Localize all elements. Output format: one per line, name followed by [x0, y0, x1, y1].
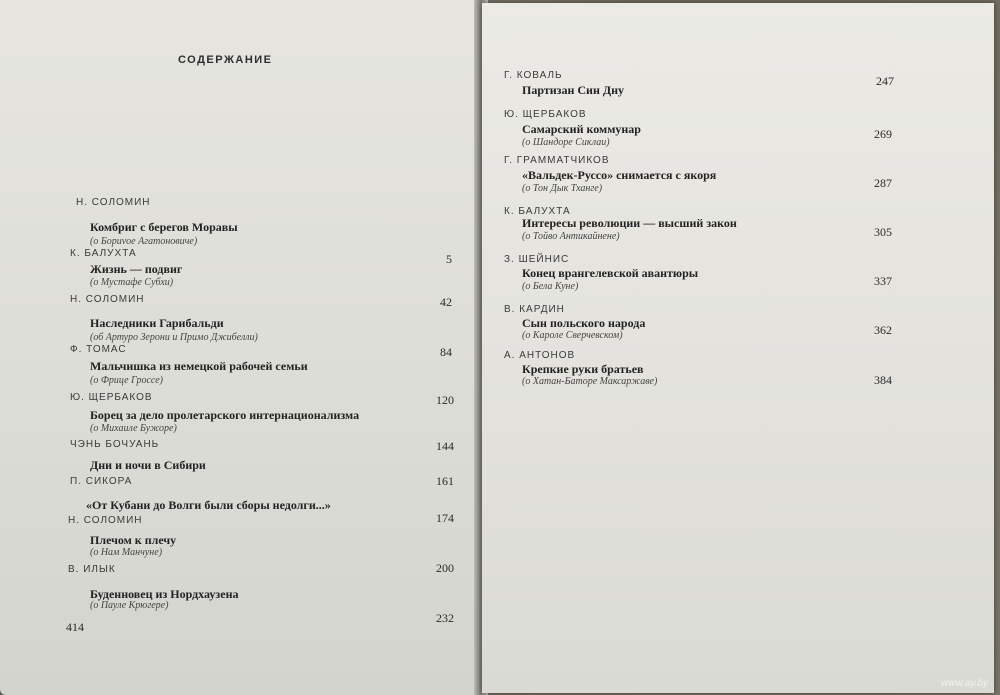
toc-page-number: 384 — [874, 373, 892, 387]
toc-author: Г. КОВАЛЬ — [504, 70, 563, 81]
toc-subject: (о Михаиле Бужоре) — [90, 423, 177, 434]
toc-author: Н. СОЛОМИН — [70, 294, 145, 305]
toc-page-number: 161 — [436, 474, 454, 488]
toc-title: Партизан Син Дну — [522, 83, 625, 97]
toc-author: К. БАЛУХТА — [504, 206, 571, 217]
toc-author: Ю. ЩЕРБАКОВ — [504, 109, 587, 120]
watermark: www.ay.by — [940, 678, 988, 689]
toc-title: Борец за дело пролетарского интернационализма — [90, 408, 360, 422]
toc-page-number: 144 — [436, 439, 454, 453]
contents-heading: СОДЕРЖАНИЕ — [178, 54, 273, 66]
toc-title: Комбриг с берегов Моравы — [90, 220, 238, 234]
toc-page-number: 174 — [436, 511, 454, 525]
toc-subject: (об Артуро Зерони и Примо Джибелли) — [90, 332, 258, 343]
toc-page-number: 42 — [440, 295, 452, 309]
toc-title: Самарский коммунар — [522, 122, 641, 136]
toc-author: Н. СОЛОМИН — [68, 515, 143, 526]
toc-page-number: 337 — [874, 274, 892, 288]
toc-author: В. ИЛЫК — [68, 564, 116, 575]
toc-page-number: 247 — [876, 74, 894, 88]
toc-title: Мальчишка из немецкой рабочей семьи — [90, 359, 308, 373]
toc-subject: (о Тойво Антикайнене) — [522, 231, 620, 242]
folio-page-number: 414 — [66, 620, 84, 634]
toc-subject: (о Фрице Гроссе) — [90, 375, 163, 386]
toc-title: Сын польского народа — [522, 316, 646, 330]
toc-author: Н. СОЛОМИН — [76, 197, 151, 208]
toc-subject: (о Бориvое Агатоновиче) — [90, 236, 198, 247]
right-page — [482, 3, 994, 693]
toc-page-number: 84 — [440, 345, 452, 359]
toc-subject: (о Бела Куне) — [522, 281, 579, 292]
toc-title: Конец врангелевской авантюры — [522, 266, 699, 280]
toc-title: «Вальдек-Руссо» снимается с якоря — [522, 168, 717, 182]
toc-author: Ф. ТОМАС — [70, 344, 127, 355]
toc-title: Жизнь — подвиг — [90, 262, 183, 276]
toc-page-number: 200 — [436, 561, 454, 575]
toc-author: П. СИКОРА — [70, 476, 133, 487]
toc-subject: (о Хатан-Баторе Максаржаве) — [522, 376, 658, 387]
toc-page-number: 305 — [874, 225, 892, 239]
toc-author: Ю. ЩЕРБАКОВ — [70, 392, 153, 403]
toc-title: Плечом к плечу — [90, 533, 177, 547]
toc-subject: (о Пауле Крюгере) — [90, 600, 169, 611]
toc-subject: (о Нам Манчуне) — [90, 547, 163, 558]
toc-title: «От Кубани до Волги были сборы недолги...» — [86, 498, 331, 512]
toc-author: А. АНТОНОВ — [504, 350, 576, 361]
toc-page-number: 362 — [874, 323, 892, 337]
toc-author: Г. ГРАММАТЧИКОВ — [504, 155, 610, 166]
toc-page-number: 5 — [446, 252, 452, 266]
toc-subject: (о Шандоре Сиклаи) — [522, 137, 610, 148]
toc-title: Наследники Гарибальди — [90, 316, 224, 330]
left-page — [0, 0, 478, 695]
toc-author: З. ШЕЙНИС — [504, 254, 570, 265]
toc-title: Буденновец из Нордхаузена — [90, 587, 239, 601]
toc-subject: (о Мустафе Субхи) — [90, 277, 174, 288]
toc-title: Интересы революции — высший закон — [522, 216, 737, 230]
toc-page-number: 232 — [436, 611, 454, 625]
toc-title: Крепкие руки братьев — [522, 362, 644, 376]
toc-page-number: 120 — [436, 393, 454, 407]
toc-page-number: 287 — [874, 176, 892, 190]
toc-page-number: 269 — [874, 127, 892, 141]
toc-subject: (о Тон Дык Тханге) — [522, 183, 603, 194]
toc-author: К. БАЛУХТА — [70, 248, 137, 259]
toc-author: ЧЭНЬ БОЧУАНЬ — [70, 439, 160, 450]
toc-author: В. КАРДИН — [504, 304, 565, 315]
toc-subject: (о Кароле Сверчевском) — [522, 330, 623, 341]
toc-title: Дни и ночи в Сибири — [90, 458, 206, 472]
